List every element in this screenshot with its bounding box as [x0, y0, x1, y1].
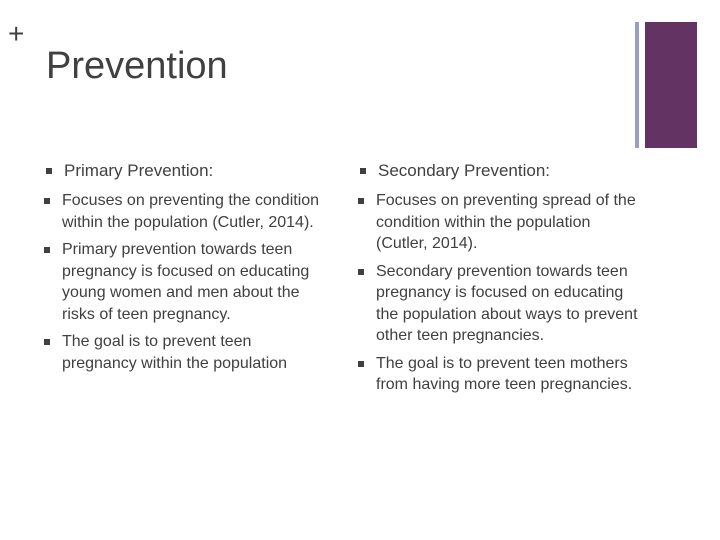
- list-item: [354, 353, 639, 396]
- left-heading: Primary Prevention:: [64, 161, 214, 180]
- square-bullet-icon: [46, 168, 52, 174]
- square-bullet-icon: [44, 247, 50, 253]
- square-bullet-icon: [44, 198, 50, 204]
- list-item: [354, 261, 639, 347]
- list-item: [354, 190, 639, 255]
- square-bullet-icon: [358, 269, 364, 275]
- left-sub-list: [40, 190, 330, 374]
- list-item-text: Primary prevention towards teen pregnancy is focused on educating young women and men about the risks of teen pregnancy.: [62, 241, 310, 323]
- square-bullet-icon: [360, 168, 366, 174]
- left-column: [40, 160, 330, 380]
- right-column: [354, 160, 639, 402]
- list-item: [40, 239, 330, 325]
- right-heading: Secondary Prevention:: [378, 161, 550, 180]
- plus-icon: +: [8, 18, 25, 49]
- list-item-text: Secondary prevention towards teen pregnancy is focused on educating the population about ways to prevent other teen pregnancies.: [376, 262, 638, 344]
- list-item-text: The goal is to prevent teen mothers from having more teen pregnancies.: [376, 354, 633, 393]
- list-item-text: The goal is to prevent teen pregnancy within the population: [62, 333, 288, 372]
- right-sub-list: [354, 190, 639, 396]
- square-bullet-icon: [358, 361, 364, 367]
- square-bullet-icon: [44, 339, 50, 345]
- square-bullet-icon: [358, 198, 364, 204]
- list-item-text: Focuses on preventing spread of the condition within the population (Cutler, 2014).: [376, 192, 636, 252]
- accent-bar-thick: [645, 22, 697, 148]
- list-item: [40, 190, 330, 233]
- list-item-text: Focuses on preventing the condition within the population (Cutler, 2014).: [62, 192, 320, 231]
- right-heading-item: [354, 160, 639, 182]
- list-item: [40, 331, 330, 374]
- accent-bar-thin: [635, 22, 639, 148]
- left-heading-item: [40, 160, 330, 182]
- slide-title: Prevention: [46, 45, 228, 87]
